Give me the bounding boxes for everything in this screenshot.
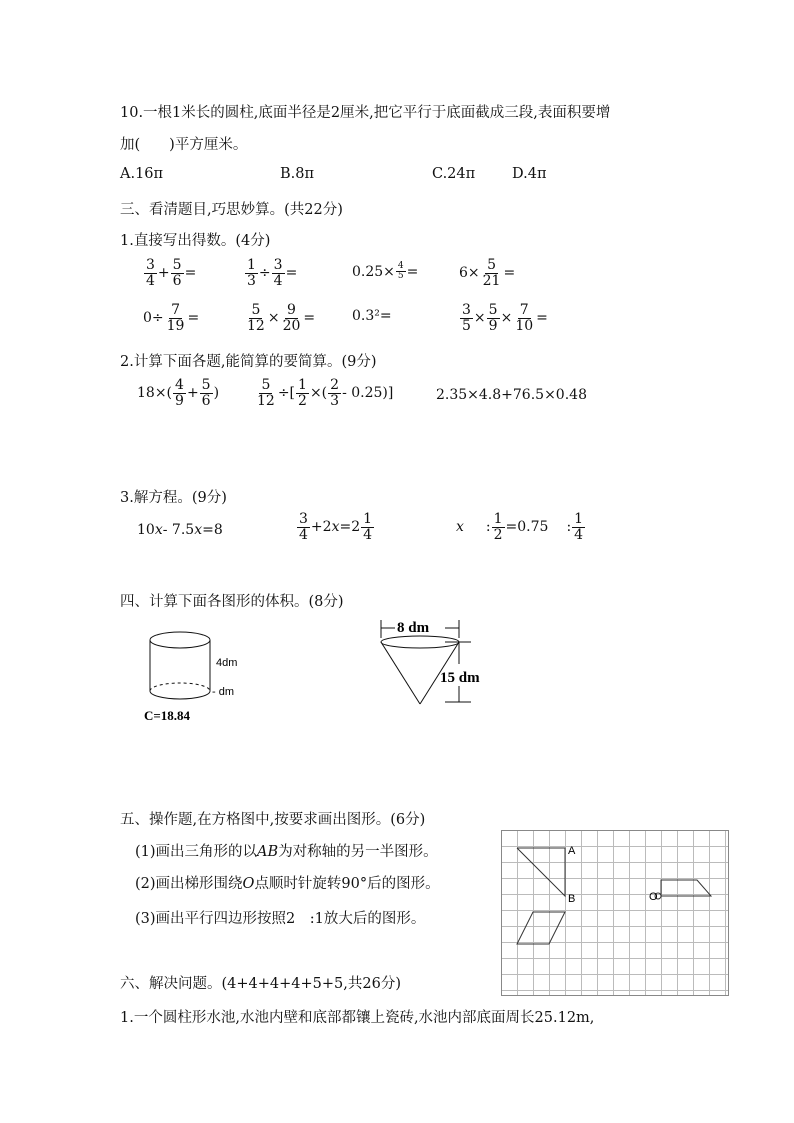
q2-expr-3: 2.35×4.8+76.5×0.48	[436, 387, 587, 403]
task-3: (3)画出平行四边形按照2 :1放大后的图形。	[135, 911, 426, 927]
calc-d: 6× $\frac{5}{21}$ =	[459, 257, 516, 289]
section6-q1: 1.一个圆柱形水池,水池内壁和底部都镶上瓷砖,水池内部底面周长25.12m,	[120, 1010, 595, 1026]
section6-title: 六、解决问题。(4+4+4+4+5+5,共26分)	[120, 976, 401, 992]
q10-option-a: A.16π	[120, 166, 164, 182]
equation-1: 10 x - 7.5 x =8	[137, 522, 223, 538]
q10-line2: 加( )平方厘米。	[120, 137, 248, 153]
q10-option-b: B.8π	[280, 166, 315, 182]
cylinder-figure	[140, 628, 260, 728]
calc-c: 0.25× $\frac{4}{5}$ =	[352, 261, 419, 282]
q10-option-c: C.24π	[432, 166, 476, 182]
q10-line1: 10.一根1米长的圆柱,底面半径是2厘米,把它平行于底面截成三段,表面积要增	[120, 105, 611, 121]
equation-3: x : $\frac{1}{2}$ =0.75 : $\frac{1}{4}$	[456, 511, 584, 543]
task-2: (2)画出梯形围绕O点顺时针旋转90°后的图形。	[135, 876, 440, 892]
section4-title: 四、计算下面各图形的体积。(8分)	[120, 594, 344, 610]
equation-2: $\frac{3}{4}$ +2 x =2 $\frac{1}{4}$	[299, 511, 373, 543]
q3-title: 3.解方程。(9分)	[120, 490, 227, 506]
point-b-label: B	[568, 893, 576, 905]
q2-expr-2: $\frac{5}{12}$ ÷[ $\frac{1}{2}$ ×( $\frac{2}{3}$ - 0.25)]	[257, 377, 394, 409]
point-o-label: O	[649, 891, 658, 903]
cylinder-height-label: 4dm	[216, 657, 238, 669]
calc-a: $\frac{3}{4}$ + $\frac{5}{6}$ =	[146, 257, 197, 289]
cone-diameter-label: 8 dm	[397, 620, 430, 636]
calc-g: 0.3²=	[352, 308, 392, 324]
cylinder-radius-label: - dm	[212, 686, 234, 698]
point-a-label: A	[568, 845, 576, 857]
calc-f: $\frac{5}{12}$ × $\frac{9}{20}$ =	[247, 302, 316, 334]
task-1: (1)画出三角形的以AB为对称轴的另一半图形。	[135, 844, 438, 860]
grid-figure	[501, 830, 729, 996]
cone-height-label: 15 dm	[440, 670, 480, 686]
section5-title: 五、操作题,在方格图中,按要求画出图形。(6分)	[120, 812, 426, 828]
cylinder-circumference: C=18.84	[144, 708, 191, 723]
calc-h: $\frac{3}{5}$ × $\frac{5}{9}$ × $\frac{7}{10}$ =	[462, 302, 548, 334]
q1-title: 1.直接写出得数。(4分)	[120, 233, 271, 249]
calc-b: $\frac{1}{3}$ ÷ $\frac{3}{4}$ =	[247, 257, 298, 289]
q2-expr-1: 18×( $\frac{4}{9}$ + $\frac{5}{6}$ )	[137, 377, 220, 409]
q10-option-d: D.4π	[512, 166, 547, 182]
q2-title: 2.计算下面各题,能简算的要简算。(9分)	[120, 354, 377, 370]
calc-e: 0÷ $\frac{7}{19}$ =	[143, 302, 200, 334]
cone-figure	[375, 614, 505, 714]
section3-title: 三、看清题目,巧思妙算。(共22分)	[120, 202, 343, 218]
